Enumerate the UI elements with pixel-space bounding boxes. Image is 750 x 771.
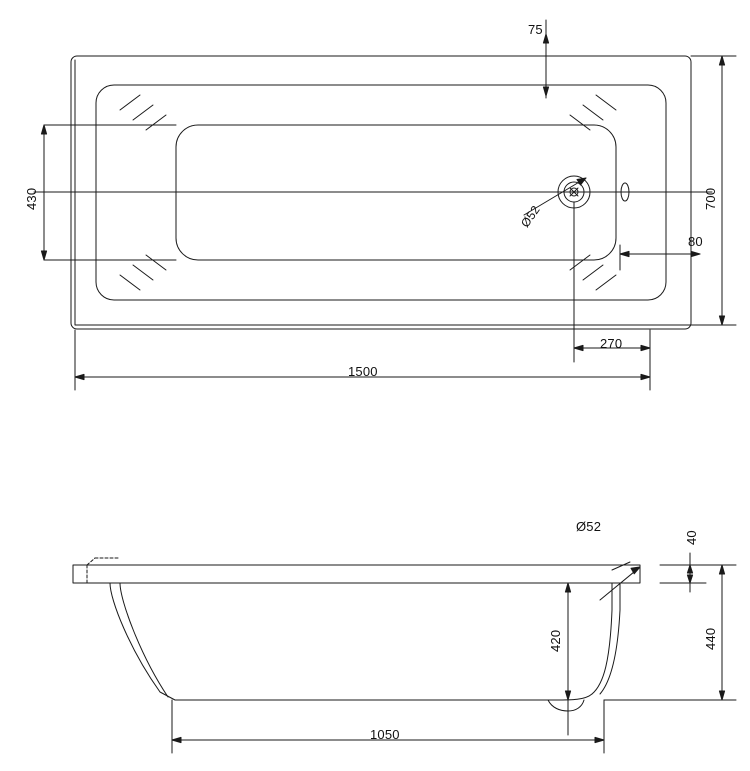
- dim-label-drain-diameter-side: Ø52: [576, 519, 602, 534]
- dim-40: [660, 553, 706, 592]
- dim-1500: [75, 330, 650, 390]
- dim-label-420: 420: [548, 629, 563, 652]
- dim-420: [565, 583, 570, 700]
- dim-label-drain-diameter-top: Ø52: [518, 202, 543, 231]
- dim-label-270: 270: [600, 336, 623, 351]
- dim-label-75: 75: [528, 22, 543, 37]
- dim-label-1500: 1500: [348, 364, 378, 379]
- dim-label-80: 80: [688, 234, 703, 249]
- dim-label-430: 430: [24, 187, 39, 210]
- dim-label-1050: 1050: [370, 727, 400, 742]
- dim-label-440: 440: [703, 627, 718, 650]
- dim-label-700: 700: [703, 187, 718, 210]
- dim-label-40: 40: [684, 530, 699, 545]
